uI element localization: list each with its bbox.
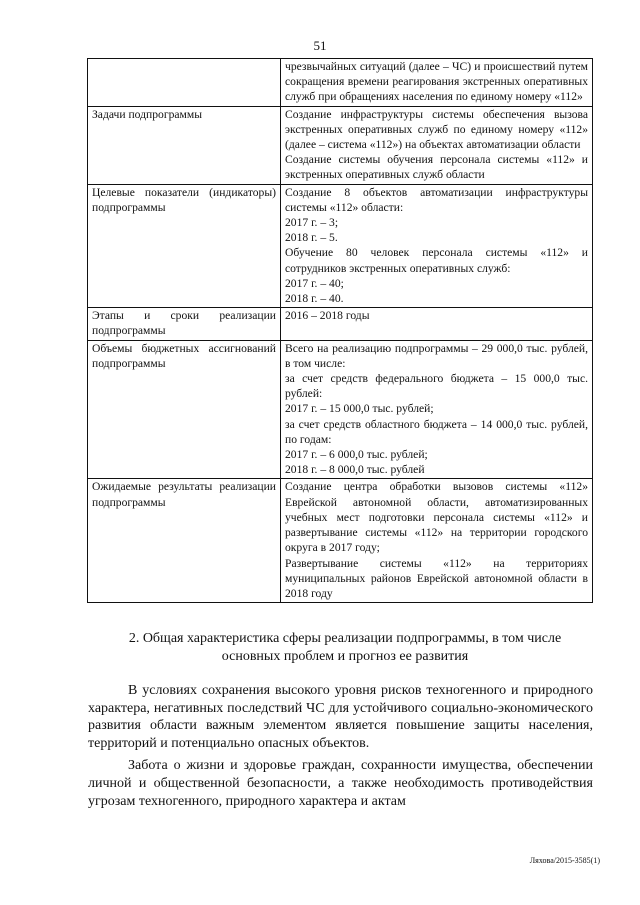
row-label: Этапы и сроки реализации подпрограммы xyxy=(88,308,281,340)
page-number: 51 xyxy=(313,38,327,53)
value-line: Всего на реализацию подпрограммы – 29 000,0 тыс. рублей, в том числе: xyxy=(285,341,588,370)
value-line: 2016 – 2018 годы xyxy=(285,309,370,323)
row-value xyxy=(281,184,593,308)
table-row xyxy=(88,308,593,340)
value-line: чрезвычайных ситуаций (далее – ЧС) и происшествий путем сокращения времени реагирования экстренных оперативных служб при обращениях населения по единому номеру «112» xyxy=(285,60,588,104)
section-body xyxy=(88,682,593,815)
row-value xyxy=(281,106,593,184)
table-row xyxy=(88,184,593,308)
value-line: Обучение 80 человек персонала системы «112» и сотрудников экстренных оперативных служб: xyxy=(285,246,588,275)
subprogram-passport-table xyxy=(87,58,593,603)
row-label: Задачи подпрограммы xyxy=(88,106,281,184)
value-line: Создание 8 объектов автоматизации инфраструктуры системы «112» области: xyxy=(285,185,588,214)
table-row xyxy=(88,340,593,479)
paragraph: Забота о жизни и здоровье граждан, сохранности имущества, обеспечении личной и общественной безопасности, а также необходимость противодействия угрозам техногенного, природного характера и актам xyxy=(88,758,593,809)
table-row xyxy=(88,106,593,184)
value-line: Создание системы обучения персонала системы «112» и экстренных оперативных служб области xyxy=(285,153,588,182)
value-line: 2018 г. – 5. xyxy=(285,231,338,245)
value-line: Развертывание системы «112» на территориях муниципальных районов Еврейской автономной области в 2018 году xyxy=(285,556,588,600)
table-row xyxy=(88,59,593,107)
value-line: 2017 г. – 40; xyxy=(285,276,344,290)
row-value xyxy=(281,59,593,107)
document-code: Ляхова/2015-3585(1) xyxy=(529,856,600,865)
row-value xyxy=(281,479,593,603)
value-line: 2017 г. – 3; xyxy=(285,216,339,230)
row-label: Ожидаемые результаты реализации подпрограммы xyxy=(88,479,281,603)
paragraph: В условиях сохранения высокого уровня рисков техногенного и природного характера, негативных последствий ЧС для устойчивого социально-экономического развития области важным элементом является повышение защиты населения, территорий и потенциально опасных объектов. xyxy=(88,683,593,751)
row-value xyxy=(281,308,593,340)
value-line: 2017 г. – 6 000,0 тыс. рублей; xyxy=(285,448,428,462)
value-line: Создание инфраструктуры системы обеспечения вызова экстренных оперативных служб по единому номеру «112» (далее – система «112») на объектах автоматизации области xyxy=(285,107,588,152)
value-line: 2018 г. – 8 000,0 тыс. рублей xyxy=(285,463,425,477)
row-value xyxy=(281,340,593,479)
value-line: 2017 г. – 15 000,0 тыс. рублей; xyxy=(285,402,434,416)
row-label xyxy=(88,59,281,107)
row-label: Объемы бюджетных ассигнований подпрограммы xyxy=(88,340,281,479)
row-label: Целевые показатели (индикаторы) подпрограммы xyxy=(88,184,281,308)
value-line: за счет средств федерального бюджета – 15 000,0 тыс. рублей: xyxy=(285,372,588,401)
value-line: Создание центра обработки вызовов системы «112» Еврейской автономной области, автоматизированных учебных мест подготовки персонала системы «112» и развертывание системы «112» на территории городского округа в 2017 году; xyxy=(285,480,588,555)
value-line: 2018 г. – 40. xyxy=(285,292,344,306)
table-row xyxy=(88,479,593,603)
value-line: за счет средств областного бюджета – 14 000,0 тыс. рублей, по годам: xyxy=(285,417,588,446)
section-heading: 2. Общая характеристика сферы реализации подпрограммы, в том числе основных проблем и прогноз ее развития xyxy=(128,631,562,664)
